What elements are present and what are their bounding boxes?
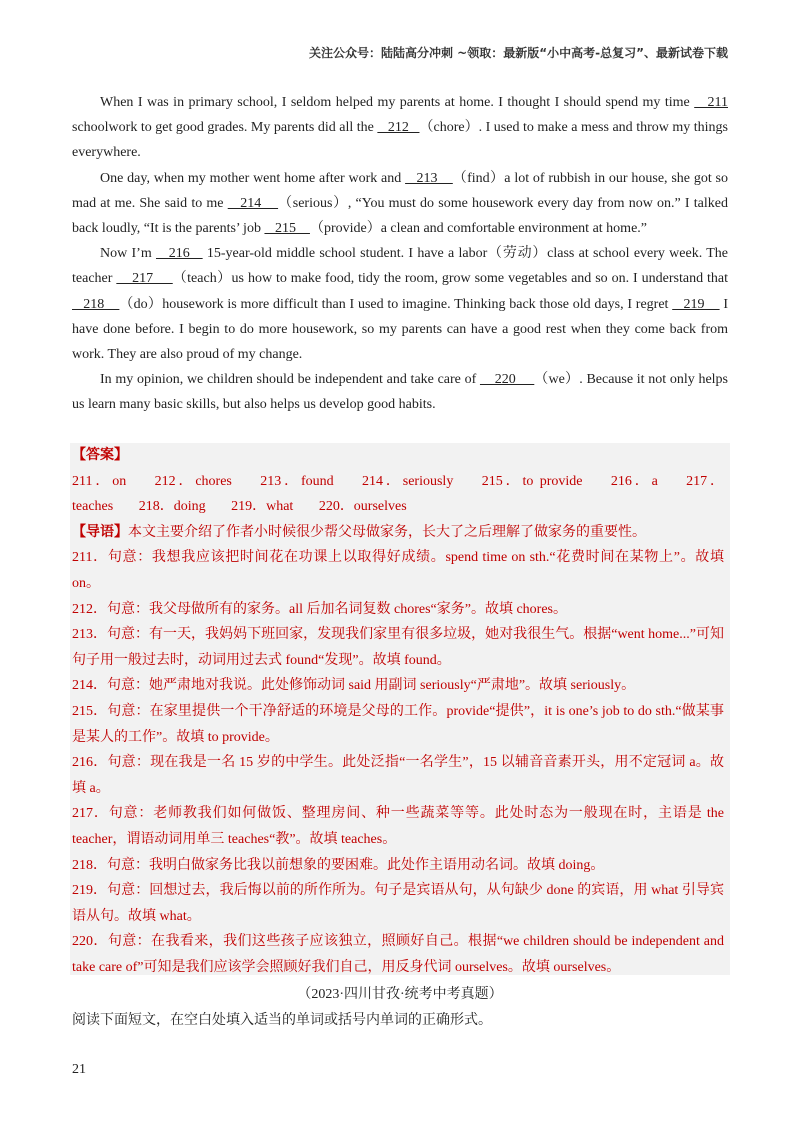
answer-label: 【答案】 <box>72 448 128 463</box>
answer-item: 213．found <box>260 473 334 489</box>
answer-list <box>72 469 724 520</box>
answer-item: 214．seriously <box>362 473 454 489</box>
blank-212: 212 <box>377 120 420 136</box>
passage-text: （do）housework is more difficult than I used to imagine. Thinking back those old days, I regret <box>119 296 673 312</box>
explanation-216: 216．句意：现在我是一名 15 岁的中学生。此处泛指“一名学生”，15 以辅音音素开头，用不定冠词 a。故填 a。 <box>72 755 724 796</box>
blank-216: 216 <box>155 246 203 262</box>
page-header: 关注公众号：陆陆高分冲刺 ~领取：最新版“小中高考-总复习”、最新试卷下载 <box>309 46 728 60</box>
reading-passage <box>72 90 728 418</box>
passage-paragraph-3 <box>72 241 728 367</box>
guide-paragraph: 【导语】本文主要介绍了作者小时候很少帮父母做家务，长大了之后理解了做家务的重要性。 <box>72 524 646 540</box>
blank-219: 219 <box>672 296 720 312</box>
blank-211: 211 <box>694 95 728 110</box>
answer-item: 212．chores <box>154 473 232 489</box>
answer-item: 220．ourselves <box>318 499 407 515</box>
explanation-215: 215．句意：在家里提供一个干净舒适的环境是父母的工作。provide“提供”，it is one’s job to do sth.“做某事是某人的工作”。故填 to provide。 <box>72 703 724 745</box>
blank-217: 217 <box>116 271 173 287</box>
answer-item: 215．to provide <box>481 473 583 489</box>
explanation-211: 211．句意：我想我应该把时间花在功课上以取得好成绩。spend time on sth.“花费时间在某物上”。故填on。 <box>72 550 724 591</box>
passage-text: I have done before. I begin to do more housework, so my parents can have a good rest when they come back from work. They are also proud of my change. <box>72 296 729 363</box>
blank-218: 218 <box>72 296 120 312</box>
answer-section <box>70 443 730 975</box>
explanation-212: 212．句意：我父母做所有的家务。all 后加名词复数 chores“家务”。故填 chores。 <box>72 601 567 617</box>
passage-text: In my opinion, we children should be independent and take care of <box>100 372 480 388</box>
passage-paragraph-2 <box>72 166 728 242</box>
answer-item: 217．teaches <box>72 473 725 515</box>
explanation-220: 220．句意：在我看来，我们这些孩子应该独立，照顾好自己。根据“we children should be independent and take care of”可知是我们应该学会照顾好我们自己，用反身代词 ourselves。故填 ourselves。 <box>72 934 724 975</box>
blank-214: 214 <box>227 195 279 211</box>
passage-text: （find）a lot of rubbish in our house, she got so mad at me. She said to me <box>72 170 728 211</box>
passage-text: （we）. Because it not only helps us learn many basic skills, but also helps us develop good habits. <box>72 372 729 413</box>
passage-text: （serious）, “You must do some housework every day from now on.” I talked back loudly, “It is the parents’ job <box>72 195 728 237</box>
passage-text: 15-year-old middle school student. I have a labor（劳动）class at school every week. The teacher <box>72 246 729 287</box>
page-number: 21 <box>72 1062 86 1077</box>
explanation-218: 218．句意：我明白做家务比我以前想象的要困难。此处作主语用动名词。故填 doing。 <box>72 857 605 873</box>
passage-paragraph-1 <box>72 90 728 166</box>
passage-paragraph-4 <box>72 367 728 417</box>
blank-215: 215 <box>264 221 310 237</box>
answer-item: 211．on <box>72 473 127 489</box>
blank-220: 220 <box>479 372 535 388</box>
passage-text: （teach）us how to make food, tidy the room, grow some vegetables and so on. I understand that <box>172 271 728 287</box>
passage-text: schoolwork to get good grades. My parents did all the <box>72 120 378 136</box>
answer-item: 216．a <box>610 473 658 489</box>
blank-213: 213 <box>405 170 453 186</box>
passage-text: （chore）. I used to make a mess and throw my things everywhere. <box>72 120 728 161</box>
explanation-214: 214．句意：她严肃地对我说。此处修饰动词 said 用副词 seriously“严肃地”。故填 seriously。 <box>72 678 636 694</box>
answer-item: 218．doing <box>138 499 206 515</box>
passage-text: Now I’m <box>100 246 156 262</box>
explanation-213: 213．句意：有一天，我妈妈下班回家，发现我们家里有很多垃圾，她对我很生气。根据“went home...”可知句子用一般过去时，动词用过去式 found“发现”。故填 found。 <box>72 627 724 668</box>
passage-text: （provide）a clean and comfortable environment at home.” <box>309 221 647 237</box>
question-instruction: 阅读下面短文，在空白处填入适当的单词或括号内单词的正确形式。 <box>72 1013 492 1028</box>
passage-text: When I was in primary school, I seldom helped my parents at home. I thought I should spend my time <box>100 95 695 110</box>
passage-text: One day, when my mother went home after work and <box>100 170 406 186</box>
answer-item: 219．what <box>231 499 294 515</box>
explanation-217: 217．句意：老师教我们如何做饭、整理房间、种一些蔬菜等等。此处时态为一般现在时，主语是 the teacher，谓语动词用单三 teaches“教”。故填 teaches。 <box>72 806 724 847</box>
explanation-219: 219．句意：回想过去，我后悔以前的所作所为。句子是宾语从句，从句缺少 done 的宾语，用 what 引导宾语从句。故填 what。 <box>72 883 724 924</box>
question-source: （2023·四川甘孜·统考中考真题） <box>297 987 503 1002</box>
